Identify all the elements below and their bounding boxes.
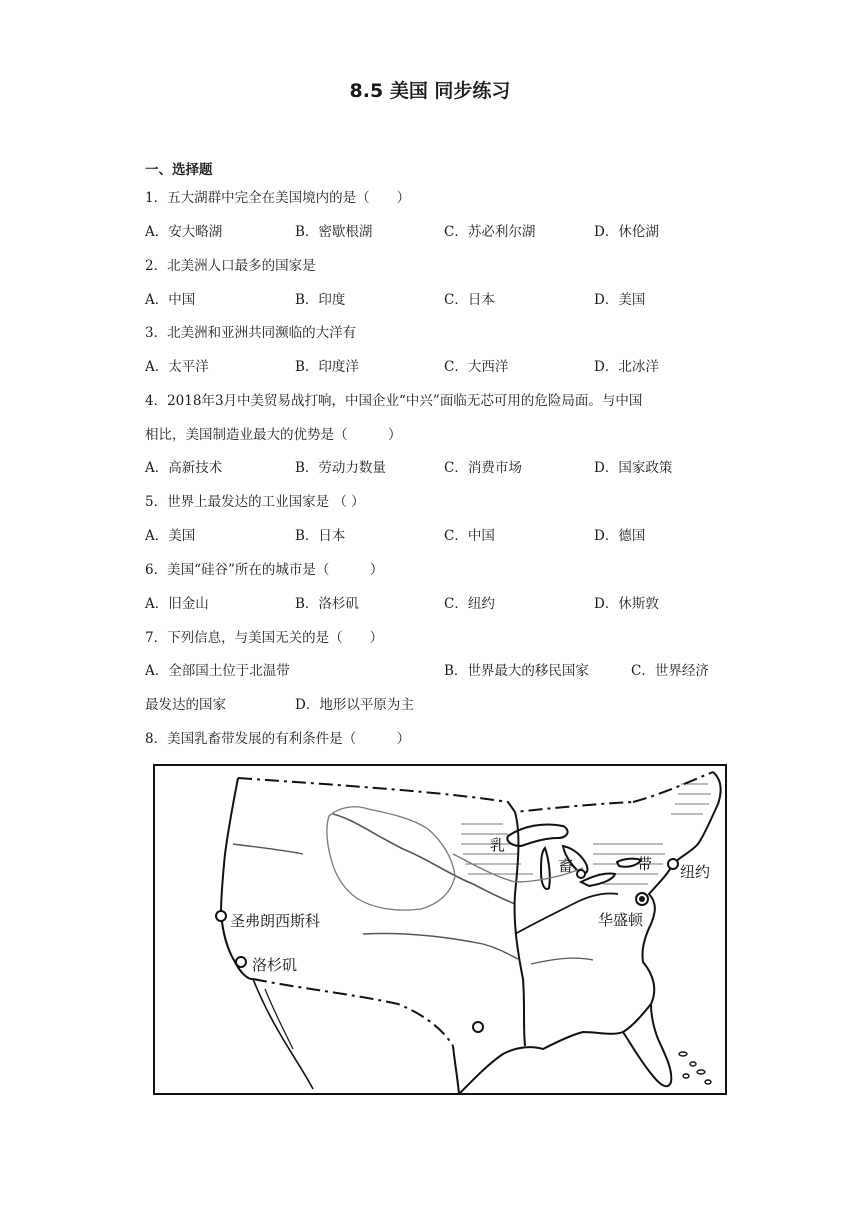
q2-option-c[interactable]: C．日本 bbox=[444, 292, 495, 308]
q2-option-b[interactable]: B．印度 bbox=[295, 292, 346, 308]
newyork-label: 纽约 bbox=[680, 863, 711, 881]
q7-option-d[interactable]: D．地形以平原为主 bbox=[295, 697, 414, 713]
q6-option-d[interactable]: D．休斯敦 bbox=[594, 596, 659, 612]
question-4-stem: 4．2018年3月中美贸易战打响，中国企业“中兴”面临无芯可用的危险局面。与中国 bbox=[145, 393, 643, 409]
q7-option-c-continued: 最发达的国家 bbox=[145, 697, 226, 713]
page-title: 8.5 美国 同步练习 bbox=[349, 80, 511, 102]
sanfrancisco-label: 圣弗朗西斯科 bbox=[230, 912, 321, 930]
q7-option-b[interactable]: B．世界最大的移民国家 bbox=[444, 663, 589, 679]
q2-option-d[interactable]: D．美国 bbox=[594, 292, 646, 308]
q6-option-a[interactable]: A．旧金山 bbox=[145, 596, 209, 612]
question-7-stem: 7．下列信息，与美国无关的是（ ） bbox=[145, 630, 384, 646]
dairy-belt-label-2: 畜 bbox=[558, 857, 574, 875]
q3-option-a[interactable]: A．太平洋 bbox=[145, 359, 209, 375]
q7-option-a[interactable]: A．全部国土位于北温带 bbox=[145, 663, 290, 679]
q6-option-b[interactable]: B．洛杉矶 bbox=[295, 596, 359, 612]
q5-option-a[interactable]: A．美国 bbox=[145, 528, 196, 544]
washington-label: 华盛顿 bbox=[598, 911, 644, 929]
q4-option-c[interactable]: C．消费市场 bbox=[444, 460, 522, 476]
q3-option-c[interactable]: C．大西洋 bbox=[444, 359, 509, 375]
chicago-marker bbox=[577, 870, 585, 878]
usa-map bbox=[153, 764, 727, 1095]
dairy-belt-label-3: 带 bbox=[637, 855, 653, 873]
question-3-stem: 3．北美洲和亚洲共同濒临的大洋有 bbox=[145, 325, 357, 341]
q1-option-a[interactable]: A．安大略湖 bbox=[145, 224, 223, 240]
q5-option-b[interactable]: B．日本 bbox=[295, 528, 346, 544]
q7-option-c[interactable]: C．世界经济 bbox=[631, 663, 709, 679]
q5-option-d[interactable]: D．德国 bbox=[594, 528, 646, 544]
q4-option-d[interactable]: D．国家政策 bbox=[594, 460, 673, 476]
q3-option-d[interactable]: D．北冰洋 bbox=[594, 359, 659, 375]
q3-option-b[interactable]: B．印度洋 bbox=[295, 359, 359, 375]
q5-option-c[interactable]: C．中国 bbox=[444, 528, 495, 544]
losangeles-label: 洛杉矶 bbox=[252, 956, 298, 974]
losangeles-marker bbox=[236, 957, 246, 967]
q4-option-a[interactable]: A．高新技术 bbox=[145, 460, 223, 476]
sanfrancisco-marker bbox=[216, 911, 226, 921]
question-6-stem: 6．美国“硅谷”所在的城市是（ ） bbox=[145, 562, 384, 578]
q1-option-c[interactable]: C．苏必利尔湖 bbox=[444, 224, 536, 240]
question-8-stem: 8．美国乳畜带发展的有利条件是（ ） bbox=[145, 731, 411, 747]
question-4-stem-continued: 相比，美国制造业最大的优势是（ ） bbox=[145, 427, 402, 443]
question-1-stem: 1．五大湖群中完全在美国境内的是（ ） bbox=[145, 190, 411, 206]
section-heading: 一、选择题 bbox=[145, 162, 213, 178]
newyork-marker bbox=[668, 859, 678, 869]
q2-option-a[interactable]: A．中国 bbox=[145, 292, 196, 308]
usa-map-svg bbox=[153, 764, 727, 1095]
dairy-belt-label-1: 乳 bbox=[490, 836, 506, 854]
q1-option-d[interactable]: D．休伦湖 bbox=[594, 224, 659, 240]
question-2-stem: 2．北美洲人口最多的国家是 bbox=[145, 258, 316, 274]
q1-option-b[interactable]: B．密歇根湖 bbox=[295, 224, 373, 240]
houston-marker bbox=[473, 1022, 483, 1032]
q4-option-b[interactable]: B．劳动力数量 bbox=[295, 460, 386, 476]
question-5-stem: 5．世界上最发达的工业国家是 （ ） bbox=[145, 494, 365, 510]
q6-option-c[interactable]: C．纽约 bbox=[444, 596, 495, 612]
